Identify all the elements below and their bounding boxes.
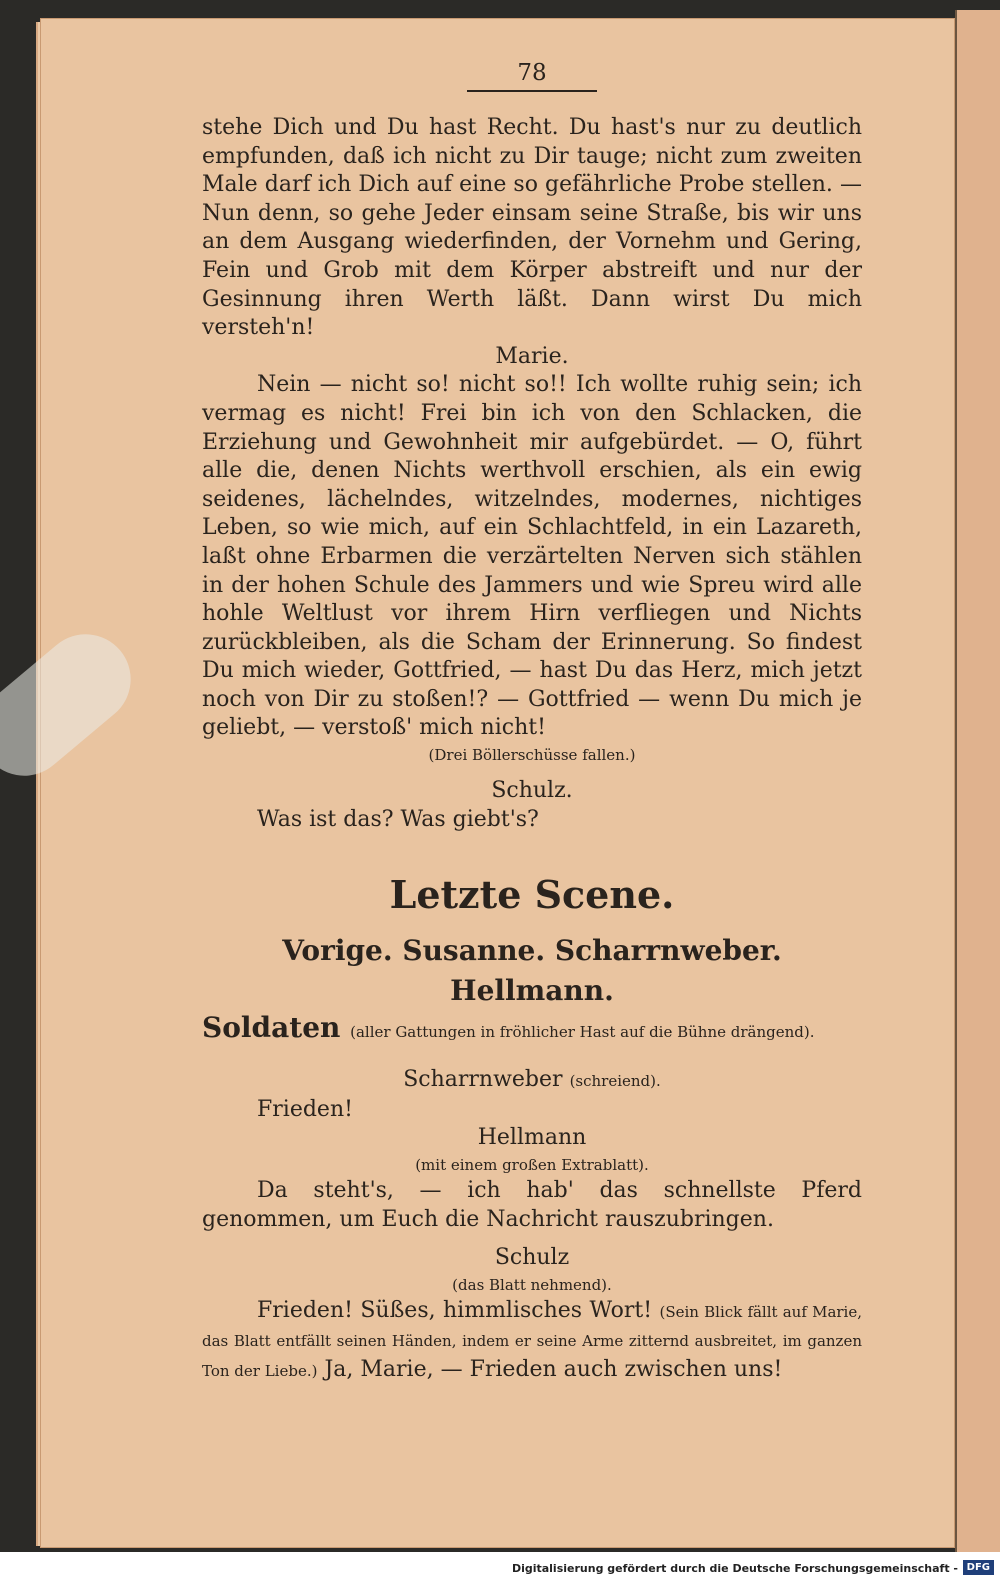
cast-list: Vorige. Susanne. Scharrnweber. Hellmann. [282,934,782,1008]
line-hellmann: Da steht's, — ich hab' das schnellste Pferd genommen, um Euch die Nachricht rauszubringen. [202,1178,862,1232]
page-content [202,60,862,1386]
speaker-schulz: Schulz. [491,778,573,804]
cast-soldaten-label: Soldaten [202,1011,341,1045]
stage-scharrnweber: (schreiend). [569,1072,661,1091]
speaker-schulz-2: Schulz [494,1245,570,1271]
scene-title: Letzte Scene. [389,872,675,918]
stage-schulz-2b: (Sein Blick fällt auf Marie, das Blatt entfällt seinen Händen, indem er seine Arme zitternd ausbreitet, im ganzen Ton der Liebe.) [202,1302,862,1380]
stage-hellmann: (mit einem großen Extrablatt). [415,1156,649,1175]
paragraph-gottfried: stehe Dich und Du hast Recht. Du hast's nur zu deutlich empfunden, daß ich nicht zu Dir tauge; nicht zum zweiten Male darf ich Dich auf eine so gefährliche Probe stellen. — Nun denn, so gehe Jeder einsam seine Straße, bis wir uns an dem Ausgang wiederfinden, der Vornehm und Gering, Fein und Grob mit dem Körper abstreift und nur der Gesinnung ihren Werth läßt. Dann wirst Du mich versteh'n! [202,115,862,341]
footer-text: Digitalisierung gefördert durch die Deutsche Forschungsgemeinschaft - [511,1562,958,1575]
header-rule [467,90,597,92]
cast-stage-direction: (aller Gattungen in fröhlicher Hast auf die Bühne drängend). [350,1023,815,1042]
speaker-marie: Marie. [495,343,569,369]
facing-page-edge [955,10,1000,1555]
paragraph-marie: Nein — nicht so! nicht so!! Ich wollte ruhig sein; ich vermag es nicht! Frei bin ich von den Schlacken, die Erziehung und Gewohnheit mir aufgebürdet. — O, führt alle die, denen Nichts werthvoll erschien, als ein ewig seidenes, lächelndes, witzelndes, modernes, nichtiges Leben, so wie mich, auf ein Schlachtfeld, in ein Lazareth, laßt ohne Erbarmen die verzärtelten Nerven sich stählen in der hohen Schule des Jammers und wie Spreu wird alle hohle Weltlust vor ihrem Hirn verfliegen und Nichts zurückbleiben, als die Scham der Erinnerung. So findest Du mich wieder, Gottfried, — hast Du das Herz, mich jetzt noch von Dir zu stoßen!? — Gottfried — wenn Du mich je geliebt, — verstoß' mich nicht! [202,372,862,741]
page-number: 78 [517,60,547,86]
speaker-scharrnweber [202,1066,862,1096]
speaker-hellmann: Hellmann [477,1125,587,1151]
line-scharrnweber: Frieden! [257,1096,353,1122]
cast-soldaten [202,1011,862,1044]
line-schulz: Was ist das? Was giebt's? [257,806,539,832]
line-schulz-2a: Frieden! Süßes, himmlisches Wort! [257,1297,653,1323]
line-schulz-2c: Ja, Marie, — Frieden auch zwischen uns! [324,1357,783,1382]
line-schulz-2 [202,1297,862,1386]
stage-direction: (Drei Böllerschüsse fallen.) [428,746,636,765]
stage-schulz-2: (das Blatt nehmend). [452,1275,612,1294]
dfg-logo: DFG [963,1560,994,1575]
footer-bar [0,1552,1000,1587]
speaker-scharrnweber-name: Scharrnweber [403,1067,563,1093]
